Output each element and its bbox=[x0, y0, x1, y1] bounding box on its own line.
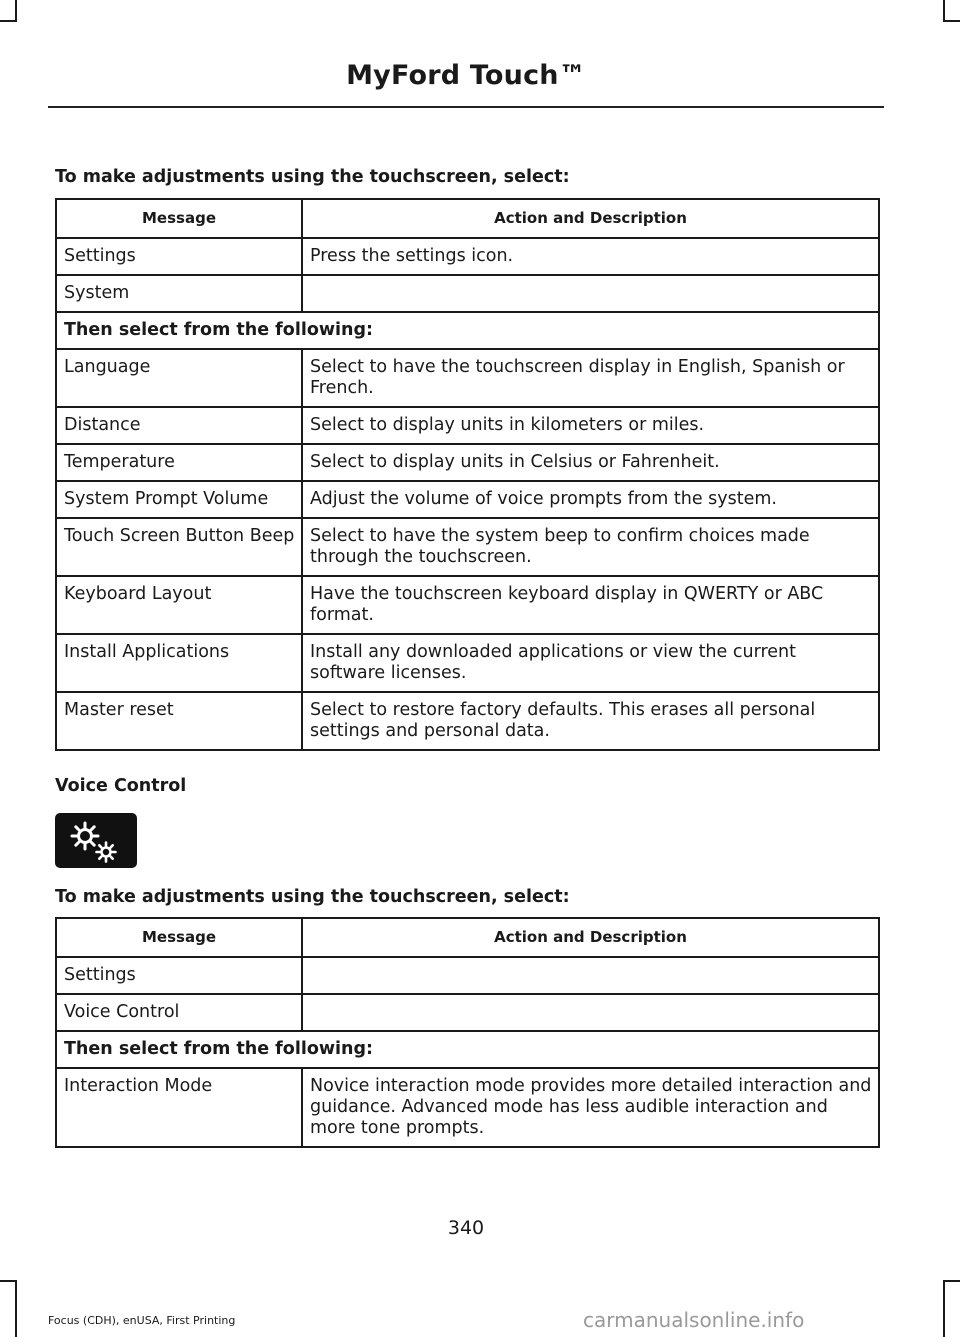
table2-intro: To make adjustments using the touchscreen, select: bbox=[55, 887, 570, 907]
action-cell bbox=[302, 275, 879, 312]
crop-mark bbox=[943, 0, 945, 22]
action-cell: Install any downloaded applications or view the current software licenses. bbox=[302, 634, 879, 692]
table-row bbox=[56, 692, 879, 750]
message-cell: Interaction Mode bbox=[56, 1068, 302, 1147]
settings-gears-icon bbox=[55, 813, 137, 868]
crop-mark bbox=[15, 0, 17, 22]
crop-mark bbox=[0, 20, 17, 22]
table-header-row bbox=[56, 199, 879, 238]
table-row bbox=[56, 576, 879, 634]
table-row bbox=[56, 349, 879, 407]
voice-control-table bbox=[55, 917, 880, 1148]
action-cell: Select to restore factory defaults. This erases all personal settings and personal data. bbox=[302, 692, 879, 750]
table-row bbox=[56, 444, 879, 481]
table-row bbox=[56, 518, 879, 576]
message-cell: Settings bbox=[56, 238, 302, 275]
section-heading-voice-control: Voice Control bbox=[55, 776, 187, 796]
crop-mark bbox=[15, 1280, 17, 1337]
action-cell: Novice interaction mode provides more detailed interaction and guidance. Advanced mode has less audible interaction and more tone prompts. bbox=[302, 1068, 879, 1147]
table-row bbox=[56, 275, 879, 312]
page-title: MyFord Touch™ bbox=[346, 60, 586, 91]
action-cell: Select to have the system beep to confirm choices made through the touchscreen. bbox=[302, 518, 879, 576]
table-row bbox=[56, 634, 879, 692]
message-cell: Keyboard Layout bbox=[56, 576, 302, 634]
message-cell: System bbox=[56, 275, 302, 312]
message-cell: Language bbox=[56, 349, 302, 407]
action-cell: Have the touchscreen keyboard display in QWERTY or ABC format. bbox=[302, 576, 879, 634]
crop-mark bbox=[943, 1280, 960, 1282]
action-cell: Select to have the touchscreen display in English, Spanish or French. bbox=[302, 349, 879, 407]
then-select-row bbox=[56, 312, 879, 349]
table1-intro: To make adjustments using the touchscreen, select: bbox=[55, 167, 570, 187]
column-header-action: Action and Description bbox=[302, 918, 879, 957]
action-cell bbox=[302, 957, 879, 994]
table-row bbox=[56, 238, 879, 275]
message-cell: Temperature bbox=[56, 444, 302, 481]
table-row bbox=[56, 407, 879, 444]
table-row bbox=[56, 481, 879, 518]
action-cell: Press the settings icon. bbox=[302, 238, 879, 275]
footer-edition: Focus (CDH), enUSA, First Printing bbox=[48, 1314, 236, 1327]
crop-mark bbox=[0, 1280, 17, 1282]
then-select-row bbox=[56, 1031, 879, 1068]
header-divider bbox=[48, 106, 884, 108]
action-cell: Select to display units in Celsius or Fahrenheit. bbox=[302, 444, 879, 481]
crop-mark bbox=[943, 20, 960, 22]
table-row bbox=[56, 994, 879, 1031]
column-header-message: Message bbox=[56, 199, 302, 238]
watermark: carmanualsonline.info bbox=[583, 1308, 805, 1332]
message-cell: Settings bbox=[56, 957, 302, 994]
action-cell: Adjust the volume of voice prompts from the system. bbox=[302, 481, 879, 518]
table-row bbox=[56, 1068, 879, 1147]
crop-mark bbox=[943, 1280, 945, 1337]
then-select-label: Then select from the following: bbox=[56, 312, 879, 349]
message-cell: System Prompt Volume bbox=[56, 481, 302, 518]
system-settings-table bbox=[55, 198, 880, 751]
message-cell: Touch Screen Button Beep bbox=[56, 518, 302, 576]
message-cell: Voice Control bbox=[56, 994, 302, 1031]
action-cell bbox=[302, 994, 879, 1031]
message-cell: Distance bbox=[56, 407, 302, 444]
column-header-message: Message bbox=[56, 918, 302, 957]
message-cell: Install Applications bbox=[56, 634, 302, 692]
then-select-label: Then select from the following: bbox=[56, 1031, 879, 1068]
page-number: 340 bbox=[447, 1217, 485, 1239]
action-cell: Select to display units in kilometers or miles. bbox=[302, 407, 879, 444]
column-header-action: Action and Description bbox=[302, 199, 879, 238]
message-cell: Master reset bbox=[56, 692, 302, 750]
table-header-row bbox=[56, 918, 879, 957]
table-row bbox=[56, 957, 879, 994]
